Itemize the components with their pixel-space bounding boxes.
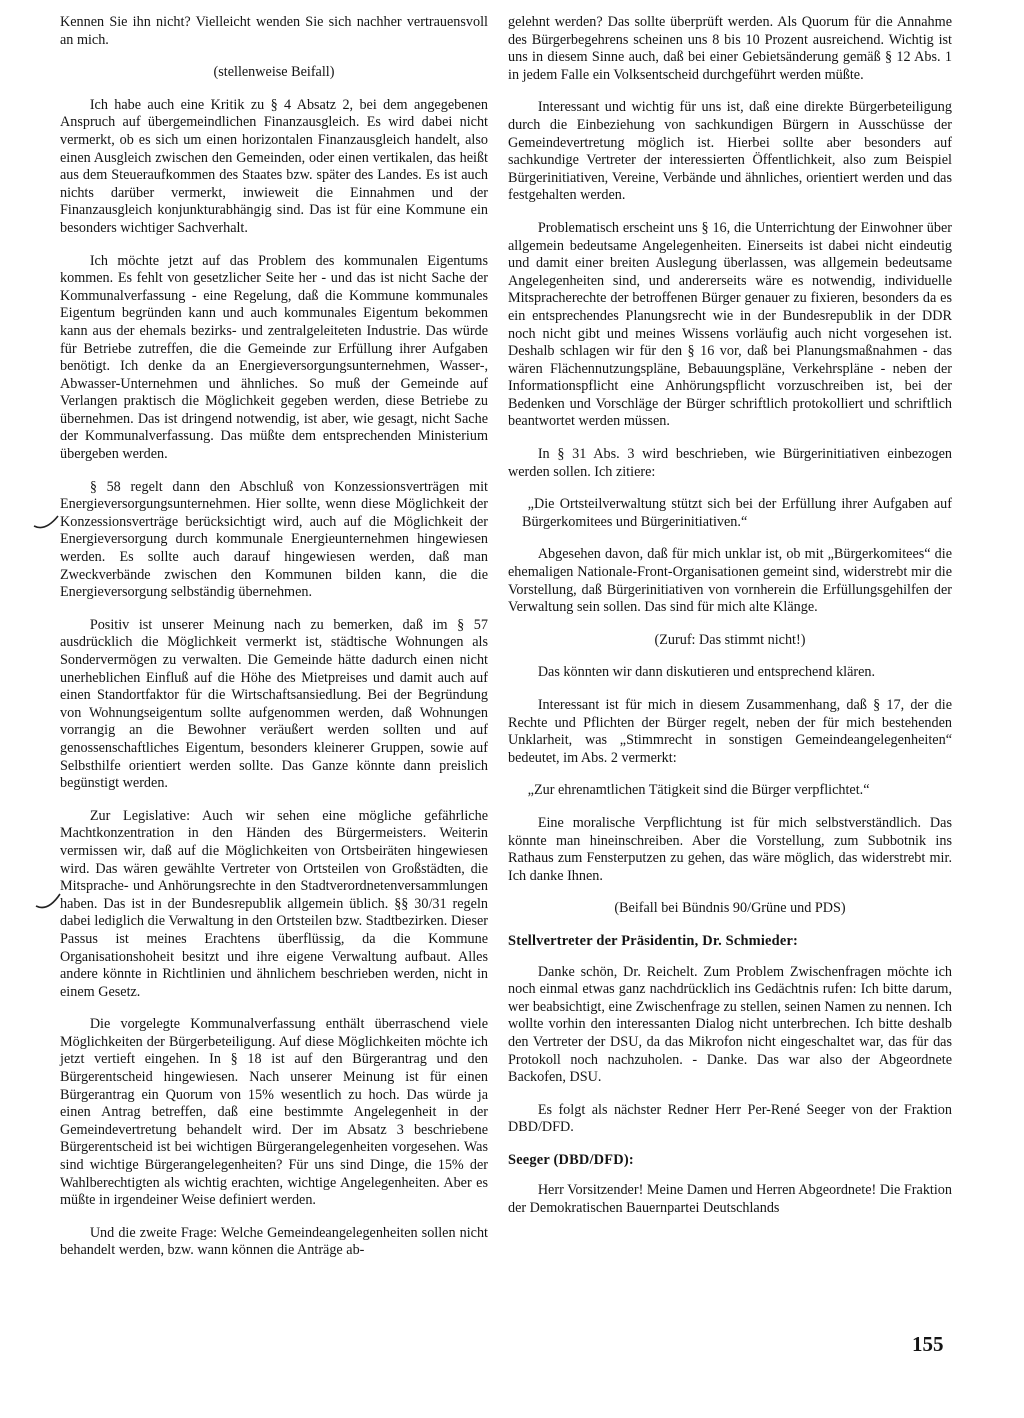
text-paragraph: „Zur ehrenamtlichen Tätigkeit sind die Bürger verpflichtet.“ (527, 782, 870, 799)
margin-pen-mark (32, 888, 64, 914)
text-paragraph: Es folgt als nächster Redner Herr Per-René Seeger von der Fraktion DBD/DFD. (508, 1101, 952, 1136)
text-paragraph: Eine moralische Verpflichtung ist für mich selbstverständlich. Das könnte man hineinschreiben. Aber die Vorstellung, zum Subbotnik ins Rathaus zum Fensterputzen zu gehen, das wäre möglich, das widerstrebt mir. Ich danke Ihnen. (508, 814, 952, 884)
text-paragraph: Herr Vorsitzender! Meine Damen und Herren Abgeordnete! Die Fraktion der Demokratischen Bauernpartei Deutschlands (508, 1182, 952, 1217)
text-paragraph: Ich habe auch eine Kritik zu § 4 Absatz 2, bei dem angegebenen Anspruch auf übergemeindlichen Finanzausgleich. Es wird dabei nicht vermerkt, ob es sich um einen horizontalen Finanzausgleich handelt, also einen Ausgleich zwischen den Gemeinden, oder einen vertikalen, das heißt aus dem Steueraufkommen des Staates bzw. später des Landes. Es ist auch nichts darüber vermerkt, inwieweit die Einnahmen und der Finanzausgleich konjunkturabhängig sind. Das ist für eine Kommune ein besonders wichtiger Sachverhalt. (60, 96, 488, 236)
text-paragraph: § 58 regelt dann den Abschluß von Konzessionsverträgen mit Energieversorgungsunternehmen. Hier sollte, wenn diese Möglichkeit der Konzessionsverträge berücksichtigt wird, auch auf die Möglichkeit der Energieversorgung durch kommunale Energieunternehmen hingewiesen werden. Es sollte auch darauf hingewiesen werden, daß man Zweckverbände zwischen den Kommunen bilden kann, die die Energieversorgung selbständig übernehmen. (60, 478, 488, 601)
speaker-heading: Stellvertreter der Präsidentin, Dr. Schmieder: (508, 932, 799, 949)
speaker-heading: Seeger (DBD/DFD): (508, 1151, 634, 1168)
margin-pen-mark (30, 512, 62, 534)
page-number: 155 (912, 1332, 944, 1356)
text-paragraph: Interessant ist für mich in diesem Zusammenhang, daß § 17, der die Rechte und Pflichten der Bürger regelt, neben der für mich bestehenden Unklarheit, was „Stimmrecht in sonstigen Gemeindeangelegenheiten“ bedeutet, im Abs. 2 vermerkt: (508, 697, 952, 766)
text-paragraph: gelehnt werden? Das sollte überprüft werden. Als Quorum für die Annahme des Bürgerbegehrens scheinen uns 8 bis 10 Prozent ausreichend. Wichtig ist uns in diesem Sinne auch, daß bei einer Gebietsänderung gemäß § 12 Abs. 1 in jedem Falle ein Volksentscheid durchgeführt werden müßte. (508, 14, 952, 83)
text-paragraph: „Die Ortsteilverwaltung stützt sich bei der Erfüllung ihrer Aufgaben auf Bürgerkomitees und Bürgerinitiativen.“ (522, 496, 952, 530)
text-paragraph: Danke schön, Dr. Reichelt. Zum Problem Zwischenfragen möchte ich noch einmal etwas ganz nachdrücklich ins Gedächtnis rufen: Ich bitte darum, wer beabsichtigt, eine Zwischenfrage zu stellen, seinen Namen zu nennen. Ich wollte vorhin den interessanten Dialog nicht unterbrechen. Ich bitte deshalb den Vertreter der DSU, da das Mikrofon nicht eingeschaltet war, das für das Protokoll noch nachzuholen. - Danke. Das war also der Abgeordnete Backofen, DSU. (508, 963, 952, 1086)
text-paragraph: (stellenweise Beifall) (213, 64, 335, 81)
right-text-column (508, 14, 952, 1233)
text-paragraph: Und die zweite Frage: Welche Gemeindeangelegenheiten sollen nicht behandelt werden, bzw. wann können die Anträge ab- (60, 1224, 488, 1259)
text-paragraph: Kennen Sie ihn nicht? Vielleicht wenden Sie sich nachher vertrauensvoll an mich. (60, 14, 488, 48)
text-paragraph: (Beifall bei Bündnis 90/Grüne und PDS) (614, 900, 846, 917)
text-paragraph: Ich möchte jetzt auf das Problem des kommunalen Eigentums kommen. Es fehlt von gesetzlicher Seite her - und das ist nicht Sache der Kommunalverfassung - eine Regelung, daß die Kommune kommunales Eigentum begründen kann und auch kommunales Eigentum bekommen kann aus der ehemals bezirks- und zentralgeleiteten Industrie. Das würde für Betriebe zutreffen, die die Gemeinde zur Erfüllung ihrer Aufgaben benötigt. Ich denke da an Energieversorgungsunternehmen, Wasser-, Abwasser-Unternehmen und ähnliches. So muß der Gemeinde auf Verlangen praktisch die Möglichkeit gegeben werden, diese Betriebe zu übernehmen. Das ist dringend notwendig, ist aber, wie gesagt, nicht Sache der Kommunalverfassung. Das müßte dem entsprechenden Ministerium übergeben werden. (60, 252, 488, 463)
left-text-column (60, 14, 488, 1275)
text-paragraph: Zur Legislative: Auch wir sehen eine mögliche gefährliche Machtkonzentration in den Händen des Bürgermeisters. Weiterin vermissen wir, daß auf die Möglichkeiten von Ortsbeiräten hingewiesen wird. Das wären gewählte Vertreter von Ortsteilen von Großstädten, die Mitsprache- und Anhörungsrechte in den Stadtverordnetenversammlungen haben. Das ist in der Bundesrepublik allgemein üblich. §§ 30/31 regeln dabei lediglich die Verwaltung in den Ortsteilen bzw. Stadtbezirken. Dieser Passus ist meines Erachtens überflüssig, da die Kommune Organisationshoheit besitzt und ihre eigene Verwaltung aufbaut. Alles andere könnte in Richtlinien und ähnlichem beschrieben werden, nicht in einem Gesetz. (60, 807, 488, 1000)
text-paragraph: Abgesehen davon, daß für mich unklar ist, ob mit „Bürgerkomitees“ die ehemaligen Nationale-Front-Organisationen gemeint sind, widerstrebt mir die Vorstellung, daß Bürgerinitiativen von vornherein die Erfüllungsgehilfen der Verwaltung sein sollen. Das sind für mich alte Klänge. (508, 546, 952, 616)
text-paragraph: In § 31 Abs. 3 wird beschrieben, wie Bürgerinitiativen einbezogen werden sollen. Ich zitiere: (508, 446, 952, 480)
text-paragraph: Positiv ist unserer Meinung nach zu bemerken, daß im § 57 ausdrücklich die Möglichkeit vermerkt ist, städtische Wohnungen als Sondervermögen zu verwalten. Die Gemeinde hätte dadurch einen nicht unerheblichen Einfluß auf die Höhe des Mietpreises und damit auch auf einen Standortfaktor für die Wirtschaftsansiedlung. Bei der Begründung von Wohnungseigentum sollte aufgenommen werden, daß Wohnungen vorrangig an die Bewohner veräußert werden sollten und auf genossenschaftliches Eigentum, besonders kleinerer Gruppen, sowie auf Selbsthilfe orientiert werden sollte. Das Ganze könnte dann preislich begünstigt werden. (60, 616, 488, 792)
text-paragraph: Interessant und wichtig für uns ist, daß eine direkte Bürgerbeteiligung durch die Einbeziehung von sachkundigen Bürgern in Ausschüsse der Gemeindevertretung möglich ist. Hierbei sollte aber besonders auf sachkundige Vertreter der interessierten Öffentlichkeit, also zum Beispiel Bürgerinitiativen, Vereine, Verbände und ähnliches, orientiert werden und das festgehalten werden. (508, 99, 952, 204)
text-paragraph: Die vorgelegte Kommunalverfassung enthält überraschend viele Möglichkeiten der Bürgerbeteiligung. Auf diese Möglichkeiten möchte ich jetzt vertieft eingehen. In § 18 ist auf den Bürgerantrag und den Bürgerentscheid hingewiesen. Nach unserer Meinung ist für einen Bürgerantrag ein Quorum von 15% wesentlich zu hoch. Das würde ja einen Antrag betreffen, daß eine bestimmte Angelegenheit in der Gemeindevertretung behandelt wird. Der im Absatz 3 beschriebene Bürgerentscheid ist bei wichtigen Bürgerangelegenheiten vorgesehen. Was sind wichtige Bürgerangelegenheiten? Für uns sind Dinge, die 15% der Wahlberechtigten als wichtig erachten, wichtige Angelegenheiten. Aber es müßte in irgendeiner Weise definiert werden. (60, 1016, 488, 1209)
text-paragraph: Das könnten wir dann diskutieren und entsprechend klären. (537, 664, 876, 681)
text-paragraph: Problematisch erscheint uns § 16, die Unterrichtung der Einwohner über allgemein bedeutsame Angelegenheiten. Einerseits ist dabei nicht eindeutig und damit einer breiten Auslegung überlassen, was allgemein bedeutsame Angelegenheiten sind, und andererseits wäre es notwendig, individuelle Mitspracherechte der betroffenen Bürger genauer zu fixieren, besonders da es ein entsprechendes Planungsrecht wie in der Bundesrepublik in der DDR noch nicht gibt und meines Wissens vorläufig auch nicht vorgesehen ist. Deshalb schlagen wir für den § 16 vor, daß bei Planungsmaßnahmen - das wären Flächennutzungspläne, Bebauungspläne, Verkehrspläne - neben der Informationspflicht eine Anhörungspflicht vorzuschreiben ist, bei der Bedenken und Vorschläge der Bürger schriftlich protokolliert und schriftlich beantwortet werden müssen. (508, 219, 952, 430)
text-paragraph: (Zuruf: Das stimmt nicht!) (654, 631, 806, 648)
